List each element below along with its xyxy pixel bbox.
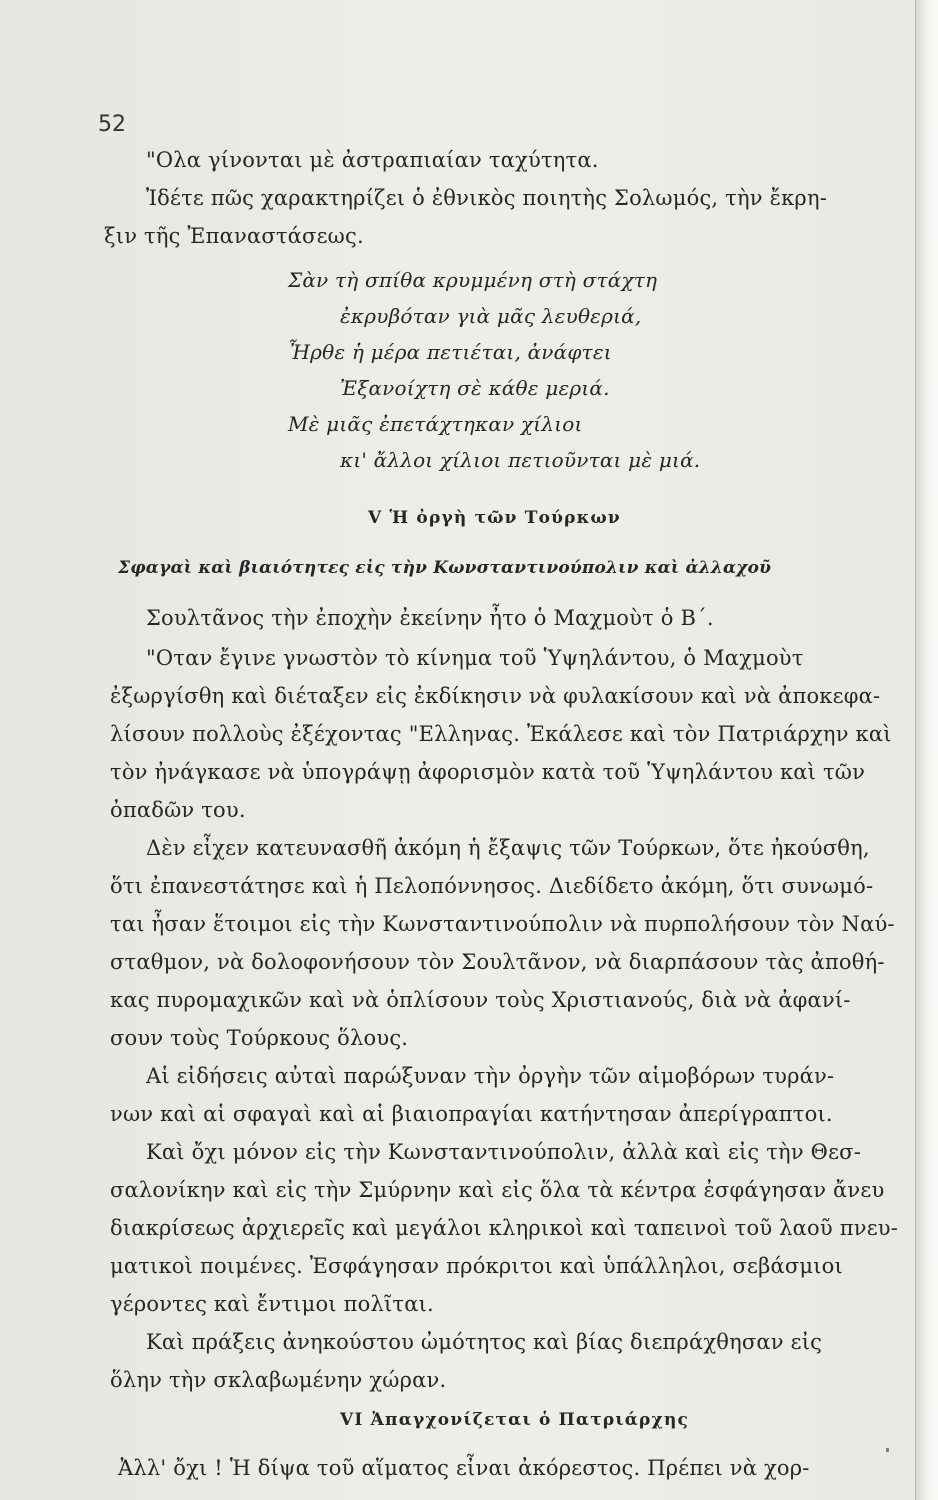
page-edge (915, 0, 938, 1500)
text-line: Σουλτᾶνος τὴν ἐποχὴν ἐκείνην ἦτο ὁ Μαχμοὺτ ὁ Β΄. (146, 606, 714, 630)
poem-line: ἐκρυβόταν γιὰ μᾶς λευθεριά, (340, 304, 642, 328)
text-line: σαλονίκην καὶ εἰς τὴν Σμύρνην καὶ εἰς ὅλα τὰ κέντρα ἐσφάγησαν ἄνευ (110, 1178, 885, 1202)
text-line: λίσουν πολλοὺς ἐξέχοντας "Ελληνας. Ἐκάλεσε καὶ τὸν Πατριάρχην καὶ (110, 722, 892, 746)
text-line: Καὶ πράξεις ἀνηκούστου ὠμότητος καὶ βίας διεπράχθησαν εἰς (146, 1330, 823, 1354)
section-heading: V Ἡ ὀργὴ τῶν Τούρκων (368, 508, 621, 528)
section-subheading: Σφαγαὶ καὶ βιαιότητες εἰς τὴν Κωνσταντινούπολιν καὶ ἀλλαχοῦ (118, 558, 772, 578)
text-line: ται ἦσαν ἕτοιμοι εἰς τὴν Κωνσταντινούπολιν νὰ πυρπολήσουν τὸν Ναύ- (110, 912, 895, 936)
page-number: 52 (98, 112, 126, 137)
text-line: ὀπαδῶν του. (110, 798, 246, 822)
text-line: κας πυρομαχικῶν καὶ νὰ ὁπλίσουν τοὺς Χριστιανούς, διὰ νὰ ἀφανί- (110, 988, 851, 1012)
poem-line: Σὰν τὴ σπίθα κρυμμένη στὴ στάχτη (288, 268, 658, 292)
text-line: σουν τοὺς Τούρκους ὅλους. (110, 1026, 409, 1050)
text-line: Ἰδέτε πῶς χαρακτηρίζει ὁ ἐθνικὸς ποιητὴς Σολωμός, τὴν ἔκρη- (146, 186, 828, 210)
text-line: διακρίσεως ἀρχιερεῖς καὶ μεγάλοι κληρικοὶ καὶ ταπεινοὶ τοῦ λαοῦ πνευ- (110, 1216, 899, 1240)
poem-line: Ἐξανοίχτη σὲ κάθε μεριά. (340, 376, 610, 400)
text-line: γέροντες καὶ ἔντιμοι πολῖται. (110, 1292, 434, 1316)
poem-line: κι' ἄλλοι χίλιοι πετιοῦνται μὲ μιά. (340, 448, 701, 472)
text-line: σταθμον, νὰ δολοφονήσουν τὸν Σουλτᾶνον, νὰ διαρπάσουν τὰς ἀποθή- (110, 950, 885, 974)
text-line: ματικοὶ ποιμένες. Ἐσφάγησαν πρόκριτοι καὶ ὑπάλληλοι, σεβάσμιοι (110, 1254, 843, 1278)
section-heading: VI Ἀπαγχονίζεται ὁ Πατριάρχης (340, 1410, 690, 1430)
text-line: ὅτι ἐπανεστάτησε καὶ ἡ Πελοπόννησος. Διεδίδετο ἀκόμη, ὅτι συνωμό- (110, 874, 874, 898)
text-line: Ἀλλ' ὄχι ! Ἡ δίψα τοῦ αἵματος εἶναι ἀκόρεστος. Πρέπει νὰ χορ- (118, 1456, 810, 1480)
text-line: Αἱ εἰδήσεις αὐταὶ παρώξυναν τὴν ὀργὴν τῶν αἱμοβόρων τυράν- (146, 1064, 835, 1088)
text-line: ξιν τῆς Ἐπαναστάσεως. (104, 224, 364, 248)
text-line: ἐξωργίσθη καὶ διέταξεν εἰς ἐκδίκησιν νὰ φυλακίσουν καὶ νὰ ἀποκεφα- (110, 684, 881, 708)
text-line: τὸν ἠνάγκασε νὰ ὑπογράψῃ ἀφορισμὸν κατὰ τοῦ Ὑψηλάντου καὶ τῶν (110, 760, 866, 784)
text-line: Δὲν εἶχεν κατευνασθῆ ἀκόμη ἡ ἔξαψις τῶν Τούρκων, ὅτε ἠκούσθη, (146, 836, 870, 860)
poem-line: Μὲ μιᾶς ἐπετάχτηκαν χίλιοι (288, 412, 583, 436)
ink-speck (886, 1448, 889, 1452)
text-line: "Οταν ἔγινε γνωστὸν τὸ κίνημα τοῦ Ὑψηλάντου, ὁ Μαχμοὺτ (146, 646, 804, 670)
poem-line: Ἦρθε ἡ μέρα πετιέται, ἀνάφτει (288, 340, 612, 364)
text-line: Καὶ ὄχι μόνον εἰς τὴν Κωνσταντινούπολιν, ἀλλὰ καὶ εἰς τὴν Θεσ- (146, 1140, 861, 1164)
text-line: ὅλην τὴν σκλαβωμένην χώραν. (110, 1368, 447, 1392)
text-line: "Ολα γίνονται μὲ ἀστραπιαίαν ταχύτητα. (146, 148, 599, 172)
text-line: νων καὶ αἱ σφαγαὶ καὶ αἱ βιαιοπραγίαι κατήντησαν ἀπερίγραπτοι. (110, 1102, 833, 1126)
